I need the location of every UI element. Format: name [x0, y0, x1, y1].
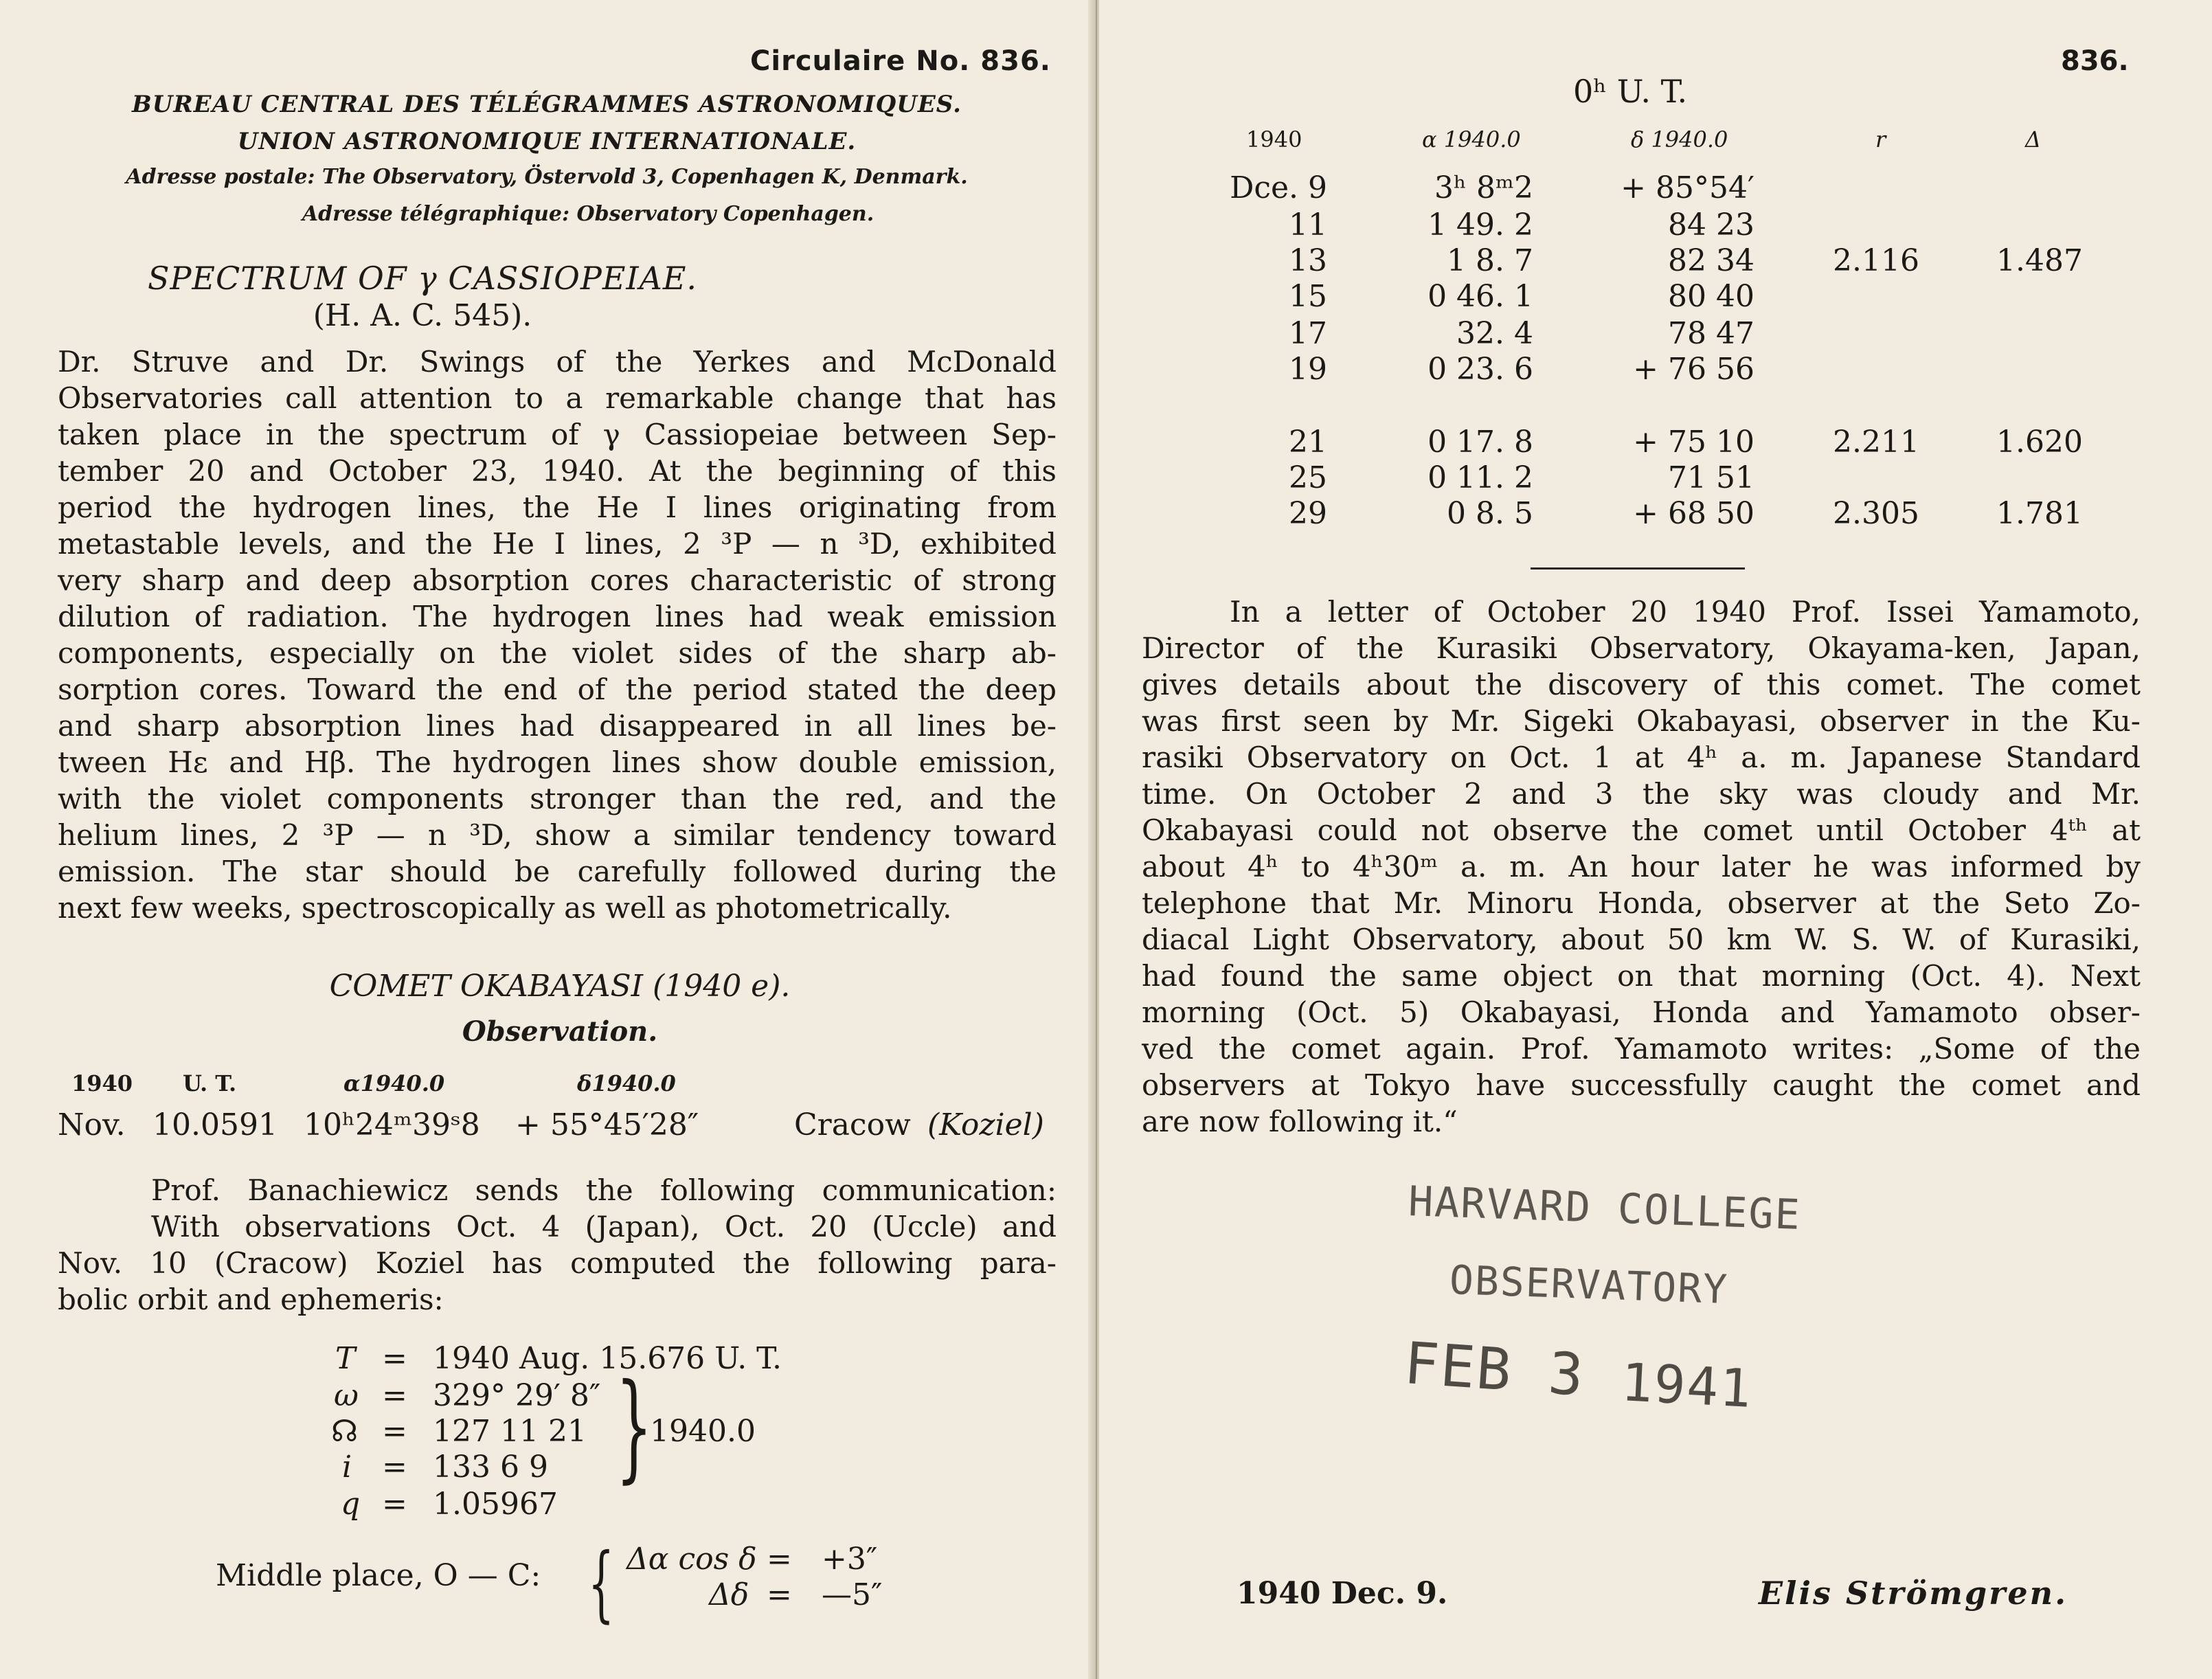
communication-paragraph	[58, 1172, 1057, 1318]
orbit-equals: =	[382, 1378, 407, 1413]
ephemeris-header-year: 1940	[1246, 126, 1302, 153]
paragraph-line: time. On October 2 and 3 the sky was cloudy and Mr.	[1142, 777, 2141, 811]
orbit-equals: =	[382, 1487, 407, 1522]
ephemeris-delta: 1.620	[1996, 425, 2083, 460]
paragraph-line: Dr. Struve and Dr. Swings of the Yerkes and McDonald	[58, 345, 1057, 379]
library-stamp-year: 1941	[1619, 1351, 1754, 1419]
paragraph-line: tember 20 and October 23, 1940. At the beginning of this	[58, 454, 1057, 488]
obs-station: Cracow	[794, 1107, 911, 1142]
ephemeris-header-r: r	[1875, 126, 1886, 153]
paragraph-line: Observatories call attention to a remarkable change that has	[58, 381, 1057, 415]
paragraph-line: Director of the Kurasiki Observatory, Okayama-ken, Japan,	[1142, 631, 2141, 665]
spectrum-reference: (H. A. C. 545).	[313, 298, 532, 333]
paragraph-line: period the hydrogen lines, the He I lines originating from	[58, 491, 1057, 524]
paragraph-line: emission. The star should be carefully followed during the	[58, 855, 1057, 888]
paragraph-line: dilution of radiation. The hydrogen lines had weak emission	[58, 600, 1057, 633]
paragraph-line: tween Hε and Hβ. The hydrogen lines show double emission,	[58, 745, 1057, 779]
paragraph-line: gives details about the discovery of this comet. The comet	[1142, 668, 2141, 701]
orbit-symbol: ☊	[331, 1414, 359, 1449]
obs-ut: 10.0591	[153, 1107, 278, 1142]
obs-header-year: 1940	[71, 1070, 133, 1096]
orbit-symbol: i	[342, 1450, 352, 1485]
postal-address: Adresse postale: The Observatory, Östervold 3, Copenhagen K, Denmark.	[126, 165, 968, 189]
ephemeris-ra: 0 17. 8	[1427, 425, 1533, 460]
obs-header-ut: U. T.	[183, 1070, 237, 1096]
orbit-symbol: q	[341, 1487, 361, 1522]
paragraph-line: about 4ʰ to 4ʰ30ᵐ a. m. An hour later he was informed by	[1142, 850, 2141, 883]
residual-value: +3″	[822, 1542, 878, 1577]
residual-symbol: Δα cos δ	[627, 1542, 757, 1577]
ephemeris-ra: 32. 4	[1456, 316, 1533, 351]
ephemeris-date: 13	[1289, 243, 1327, 278]
comet-title: COMET OKABAYASI (1940 e).	[329, 969, 791, 1004]
paragraph-line: diacal Light Observatory, about 50 km W. S. W. of Kurasiki,	[1142, 923, 2141, 956]
ephemeris-ra: 0 8. 5	[1447, 496, 1533, 531]
ephemeris-dec: 71 51	[1668, 460, 1754, 495]
ephemeris-delta: 1.781	[1996, 496, 2083, 531]
paragraph-line: With observations Oct. 4 (Japan), Oct. 20 (Uccle) and	[151, 1210, 1057, 1243]
paragraph-line: components, especially on the violet sides of the sharp ab-	[58, 636, 1057, 670]
ephemeris-header-dec: δ 1940.0	[1631, 126, 1728, 153]
orbit-equinox: 1940.0	[650, 1414, 756, 1449]
section-divider	[1531, 567, 1745, 570]
paragraph-line: was first seen by Mr. Sigeki Okabayasi, observer in the Ku-	[1142, 704, 2141, 738]
ephemeris-dec: + 68 50	[1633, 496, 1754, 531]
paragraph-line: Nov. 10 (Cracow) Koziel has computed the following para-	[58, 1246, 1057, 1280]
signature-name: Elis Strömgren.	[1759, 1575, 2068, 1612]
observation-label: Observation.	[462, 1015, 658, 1048]
orbit-symbol: T	[335, 1341, 356, 1376]
orbit-value: 133 6 9	[433, 1450, 548, 1485]
ephemeris-ra: 0 11. 2	[1427, 460, 1533, 495]
orbit-equals: =	[382, 1414, 407, 1449]
residual-value: —5″	[822, 1577, 883, 1612]
circular-number: Circulaire No. 836.	[750, 45, 1051, 77]
ephemeris-header-delta: Δ	[2025, 126, 2042, 153]
ephemeris-ra: 0 23. 6	[1427, 352, 1533, 387]
orbit-value: 1.05967	[433, 1487, 558, 1522]
paragraph-line: had found the same object on that morning (Oct. 4). Next	[1142, 959, 2141, 993]
paragraph-line: morning (Oct. 5) Okabayasi, Honda and Yamamoto obser-	[1142, 995, 2141, 1029]
orbit-value: 329° 29′ 8″	[433, 1378, 601, 1413]
paragraph-line: very sharp and deep absorption cores characteristic of strong	[58, 563, 1057, 597]
residual-equals: =	[767, 1577, 792, 1612]
ephemeris-date: 11	[1289, 207, 1327, 243]
paragraph-line: and sharp absorption lines had disappeared in all lines be-	[58, 709, 1057, 743]
residual-equals: =	[767, 1542, 792, 1577]
ephemeris-title: 0ʰ U. T.	[1573, 73, 1688, 110]
discovery-paragraph	[1142, 594, 2141, 1140]
spectrum-paragraph	[58, 343, 1057, 926]
obs-dec: + 55°45′28″	[515, 1107, 699, 1142]
left-brace: {	[588, 1536, 615, 1632]
library-stamp-line1: HARVARD COLLEGE	[1407, 1177, 1802, 1239]
paragraph-line: Okabayasi could not observe the comet until October 4ᵗʰ at	[1142, 813, 2141, 847]
orbit-value: 127 11 21	[433, 1414, 587, 1449]
ephemeris-dec: + 75 10	[1633, 425, 1754, 460]
paragraph-line: rasiki Observatory on Oct. 1 at 4ʰ a. m. Japanese Standard	[1142, 741, 2141, 774]
library-stamp-line2: OBSERVATORY	[1448, 1256, 1730, 1314]
telegraphic-address: Adresse télégraphique: Observatory Copenhagen.	[302, 202, 874, 226]
ephemeris-r: 2.305	[1833, 496, 1919, 531]
paragraph-line: next few weeks, spectroscopically as well as photometrically.	[58, 891, 952, 925]
paragraph-line: ved the comet again. Prof. Yamamoto writes: „Some of the	[1142, 1032, 2141, 1066]
ephemeris-date: Dce. 9	[1230, 170, 1327, 205]
paragraph-line: In a letter of October 20 1940 Prof. Issei Yamamoto,	[1230, 595, 2141, 629]
ephemeris-dec: 80 40	[1668, 279, 1754, 314]
paragraph-line: with the violet components stronger than the red, and the	[58, 782, 1057, 815]
spectrum-title: SPECTRUM OF γ CASSIOPEIAE.	[147, 260, 698, 297]
union-heading: UNION ASTRONOMIQUE INTERNATIONALE.	[237, 128, 857, 155]
ephemeris-date: 29	[1289, 496, 1327, 531]
orbit-value: 1940 Aug. 15.676 U. T.	[433, 1341, 782, 1376]
paragraph-line: taken place in the spectrum of γ Cassiopeiae between Sep-	[58, 418, 1057, 451]
library-stamp-date: FEB 3	[1401, 1329, 1587, 1410]
orbit-equals: =	[382, 1450, 407, 1485]
ephemeris-date: 15	[1289, 279, 1327, 314]
obs-header-ra: α1940.0	[343, 1070, 445, 1096]
residual-symbol: Δδ	[709, 1577, 749, 1612]
ephemeris-date: 21	[1289, 425, 1327, 460]
ephemeris-ra: 3ʰ 8ᵐ2	[1434, 170, 1533, 205]
ephemeris-dec: + 85°54′	[1621, 170, 1754, 205]
paragraph-line: observers at Tokyo have successfully caught the comet and	[1142, 1068, 2141, 1102]
ephemeris-date: 19	[1289, 352, 1327, 387]
ephemeris-dec: 78 47	[1668, 316, 1754, 351]
paragraph-line: sorption cores. Toward the end of the period stated the deep	[58, 673, 1057, 706]
ephemeris-date: 25	[1289, 460, 1327, 495]
orbit-equals: =	[382, 1341, 407, 1376]
paragraph-line: metastable levels, and the He I lines, 2 ³P — n ³D, exhibited	[58, 527, 1057, 561]
paragraph-line: are now following it.“	[1142, 1105, 1458, 1138]
middle-place-label: Middle place, O — C:	[216, 1558, 541, 1593]
ephemeris-ra: 1 49. 2	[1427, 207, 1533, 243]
orbit-symbol: ω	[334, 1378, 359, 1413]
obs-month: Nov.	[58, 1107, 126, 1142]
ephemeris-r: 2.116	[1833, 243, 1919, 278]
ephemeris-ra: 0 46. 1	[1427, 279, 1533, 314]
obs-header-dec: δ1940.0	[577, 1070, 676, 1096]
obs-observer: (Koziel)	[927, 1107, 1044, 1142]
ephemeris-dec: + 76 56	[1633, 352, 1754, 387]
ephemeris-ra: 1 8. 7	[1447, 243, 1533, 278]
left-page	[0, 0, 1094, 1679]
ephemeris-dec: 84 23	[1668, 207, 1754, 243]
paragraph-line: Prof. Banachiewicz sends the following communication:	[151, 1173, 1057, 1207]
ephemeris-r: 2.211	[1833, 425, 1919, 460]
signature-date: 1940 Dec. 9.	[1237, 1576, 1448, 1611]
right-brace: }	[616, 1359, 653, 1495]
ephemeris-header-ra: α 1940.0	[1422, 126, 1521, 153]
ephemeris-dec: 82 34	[1668, 243, 1754, 278]
paragraph-line: helium lines, 2 ³P — n ³D, show a similar tendency toward	[58, 818, 1057, 852]
paragraph-line: bolic orbit and ephemeris:	[58, 1283, 444, 1316]
ephemeris-date: 17	[1289, 316, 1327, 351]
page-number: 836.	[2061, 45, 2129, 77]
obs-ra: 10ʰ24ᵐ39ˢ8	[304, 1107, 480, 1142]
paragraph-line: telephone that Mr. Minoru Honda, observer at the Seto Zo-	[1142, 886, 2141, 920]
ephemeris-delta: 1.487	[1996, 243, 2083, 278]
bureau-heading: BUREAU CENTRAL DES TÉLÉGRAMMES ASTRONOMIQUES.	[132, 91, 962, 118]
